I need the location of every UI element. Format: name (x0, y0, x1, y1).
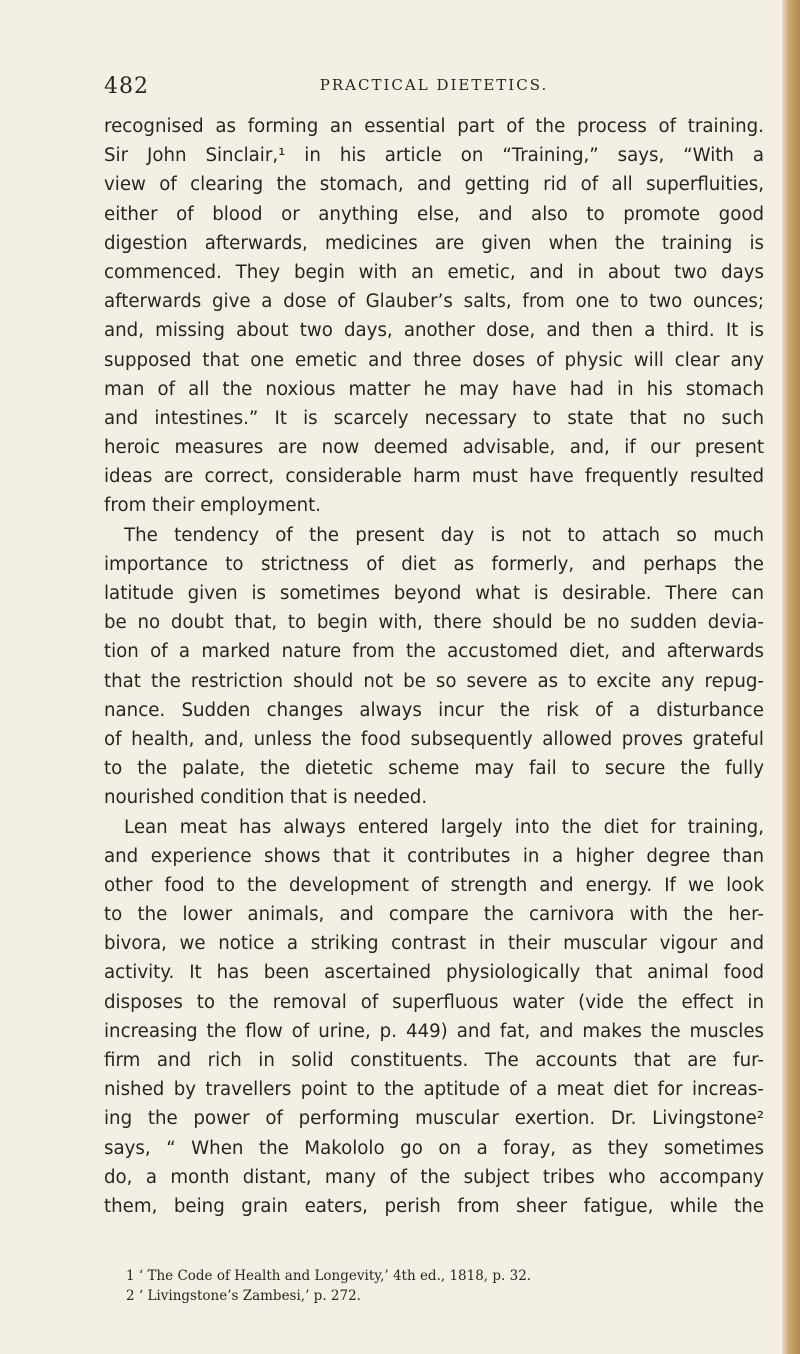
text-line: recognised as forming an essential part of the process of training. (104, 116, 764, 137)
text-line: nance. Sudden changes always incur the risk of a disturbance (104, 699, 764, 721)
page-number: 482 (104, 74, 149, 99)
text-line: that the restriction should not be so severe as to excite any repug- (104, 670, 764, 692)
text-line: from their employment. (104, 495, 322, 517)
text-line: supposed that one emetic and three doses of physic will clear any (104, 349, 764, 371)
text-line: firm and rich in solid constituents. The accounts that are fur- (104, 1050, 764, 1071)
text-line: activity. It has been ascertained physiologically that animal food (104, 962, 764, 984)
text-line: be no doubt that, to begin with, there should be no sudden devia- (104, 612, 764, 634)
text-line: heroic measures are now deemed advisable, and, if our present (104, 437, 764, 459)
text-line: man of all the noxious matter he may have had in his stomach (104, 378, 764, 400)
text-line: and intestines.” It is scarcely necessary to state that no such (104, 407, 764, 429)
body-text (104, 112, 764, 1221)
text-line: to the palate, the dietetic scheme may fail to secure the fully (104, 758, 764, 780)
text-line: tion of a marked nature from the accustomed diet, and afterwards (104, 641, 764, 663)
text-line: digestion afterwards, medicines are given when the training is (104, 232, 764, 254)
text-line: and experience shows that it contributes in a higher degree than (104, 845, 764, 867)
text-line: bivora, we notice a striking contrast in their muscular vigour and (104, 933, 764, 955)
text-line: do, a month distant, many of the subject tribes who accompany (104, 1166, 764, 1188)
text-line: other food to the development of strength and energy. If we look (104, 874, 764, 896)
text-line: view of clearing the stomach, and getting rid of all superfluities, (104, 174, 764, 196)
text-line: and, missing about two days, another dose, and then a third. It is (104, 320, 764, 342)
footnote: 1 ‘ The Code of Health and Longevity,’ 4th ed., 1818, p. 32. (126, 1268, 532, 1284)
footnote: 2 ‘ Livingstone’s Zambesi,’ p. 272. (126, 1288, 361, 1304)
page-edge (782, 0, 800, 1354)
text-line: Sir John Sinclair,¹ in his article on “Training,” says, “With a (104, 145, 764, 167)
running-title: PRACTICAL DIETETICS. (319, 76, 549, 94)
text-line: disposes to the removal of superfluous water (vide the effect in (104, 991, 764, 1013)
text-line: either of blood or anything else, and also to promote good (104, 203, 764, 225)
footnotes (104, 1266, 764, 1306)
text-line: ideas are correct, considerable harm must have frequently resulted (104, 466, 764, 488)
text-line: latitude given is sometimes beyond what is desirable. There can (104, 583, 764, 604)
running-head (104, 74, 764, 104)
text-line: commenced. They begin with an emetic, and in about two days (104, 261, 764, 283)
text-line: The tendency of the present day is not to attach so much (124, 524, 764, 546)
text-line: them, being grain eaters, perish from sheer fatigue, while the (104, 1195, 764, 1217)
text-line: Lean meat has always entered largely into the diet for training, (124, 816, 764, 838)
text-line: nished by travellers point to the aptitude of a meat diet for increas- (104, 1079, 764, 1101)
text-line: increasing the flow of urine, p. 449) and fat, and makes the muscles (104, 1020, 764, 1042)
text-line: afterwards give a dose of Glauber’s salts, from one to two ounces; (104, 291, 764, 313)
text-line: to the lower animals, and compare the carnivora with the her- (104, 904, 764, 926)
text-line: nourished condition that is needed. (104, 787, 428, 809)
text-line: of health, and, unless the food subsequently allowed proves grateful (104, 728, 764, 750)
text-line: ing the power of performing muscular exertion. Dr. Livingstone² (104, 1108, 764, 1130)
text-line: importance to strictness of diet as formerly, and perhaps the (104, 553, 764, 575)
text-line: says, “ When the Makololo go on a foray, as they sometimes (104, 1137, 764, 1159)
